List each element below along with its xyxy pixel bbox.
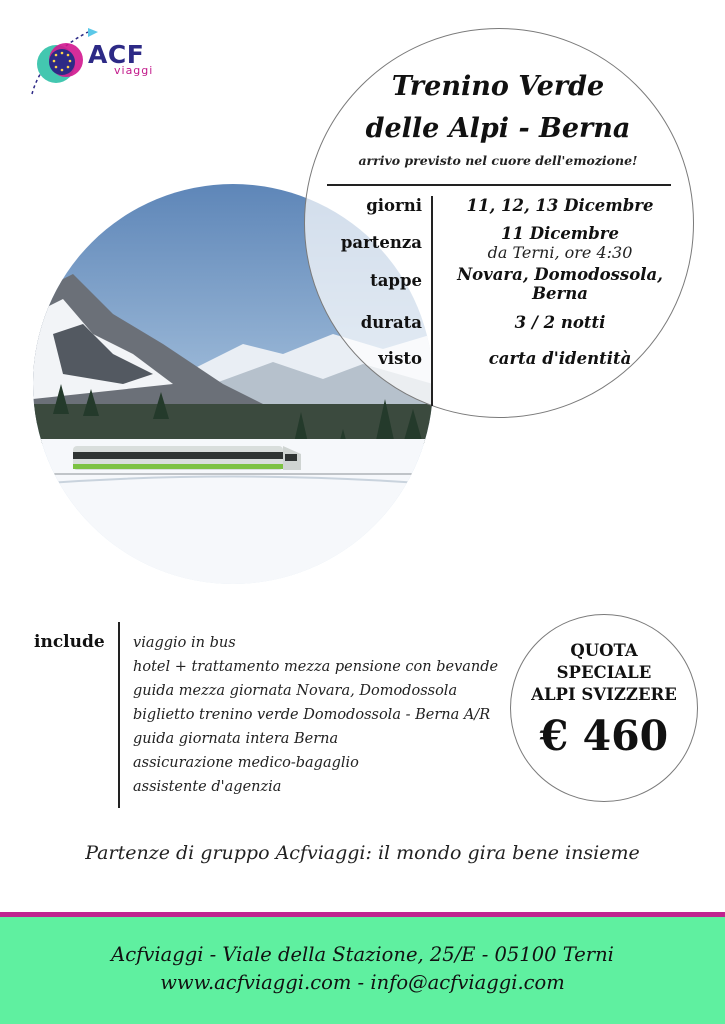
- label-partenza: partenza: [340, 233, 422, 252]
- value-tappe-2: Berna: [532, 284, 588, 303]
- price-heading: [510, 640, 698, 706]
- include-item: guida giornata intera Berna: [133, 731, 339, 747]
- footer-address: Acfviaggi - Viale della Stazione, 25/E - 05100 Terni: [111, 943, 614, 966]
- label-durata: durata: [360, 313, 422, 332]
- value-visto: carta d'identità: [488, 349, 632, 368]
- footer-web: www.acfviaggi.com - info@acfviaggi.com: [160, 971, 565, 994]
- include-item: hotel + trattamento mezza pensione con bevande: [133, 659, 499, 675]
- subtitle: arrivo previsto nel cuore dell'emozione!: [358, 153, 638, 168]
- value-partenza-note: da Terni, ore 4:30: [487, 243, 633, 262]
- label-tappe: tappe: [370, 271, 422, 290]
- include-list: [133, 631, 498, 799]
- include-divider: [118, 622, 120, 808]
- include-item: assicurazione medico-bagaglio: [133, 755, 359, 771]
- include-item: assistente d'agenzia: [133, 779, 282, 795]
- details-divider: [431, 196, 433, 406]
- logo-subtext: viaggi: [114, 64, 154, 77]
- value-durata: 3 / 2 notti: [514, 313, 606, 332]
- tagline: Partenze di gruppo Acfviaggi: il mondo gira bene insieme: [85, 842, 640, 864]
- include-item: biglietto trenino verde Domodossola - Berna A/R: [133, 707, 491, 723]
- label-visto: visto: [378, 349, 422, 368]
- value-giorni: 11, 12, 13 Dicembre: [466, 196, 654, 215]
- include-label: include: [34, 632, 105, 652]
- price-line-1: QUOTA: [570, 641, 638, 660]
- logo-wordmark: ACF: [88, 40, 145, 69]
- label-giorni: giorni: [366, 196, 422, 215]
- include-item: guida mezza giornata Novara, Domodossola: [133, 683, 458, 699]
- value-partenza: 11 Dicembre: [500, 224, 619, 243]
- price-line-3: ALPI SVIZZERE: [531, 685, 677, 704]
- price-amount: € 460: [539, 712, 669, 760]
- value-tappe-1: Novara, Domodossola,: [457, 265, 663, 284]
- title-line-1: Trenino Verde: [391, 71, 605, 102]
- title-line-2: delle Alpi - Berna: [365, 113, 631, 144]
- include-item: viaggio in bus: [133, 635, 236, 651]
- price-line-2: SPECIALE: [556, 663, 652, 682]
- divider: [327, 184, 671, 186]
